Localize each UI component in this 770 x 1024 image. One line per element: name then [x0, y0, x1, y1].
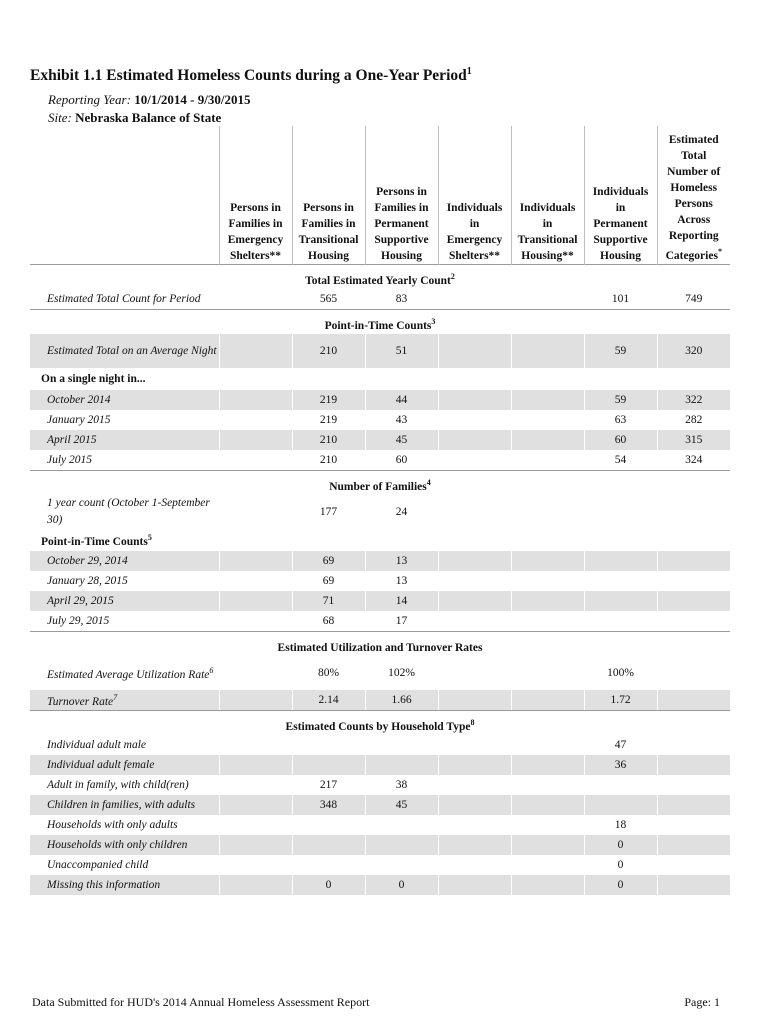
cell-value: 38 — [365, 775, 438, 795]
cell-value: 60 — [365, 450, 438, 471]
cell-value — [584, 775, 657, 795]
cell-value — [365, 815, 438, 835]
cell-value — [219, 495, 292, 529]
row-label — [30, 571, 219, 591]
row-label-text: April 2015 — [47, 434, 97, 446]
cell-value: 18 — [584, 815, 657, 835]
cell-value: 45 — [365, 430, 438, 450]
row-label — [30, 450, 219, 471]
cell-value: 47 — [584, 735, 657, 755]
cell-value — [657, 656, 730, 690]
cell-value: 69 — [292, 571, 365, 591]
cell-value: 0 — [584, 835, 657, 855]
cell-value — [438, 551, 511, 571]
cell-value: 59 — [584, 390, 657, 410]
row-label-text: July 2015 — [47, 454, 93, 466]
cell-value: 68 — [292, 611, 365, 632]
cell-value: 210 — [292, 450, 365, 471]
cell-value: 59 — [584, 334, 657, 368]
cell-value — [219, 735, 292, 755]
table-row — [30, 430, 730, 450]
table-row — [30, 410, 730, 430]
site-value: Nebraska Balance of State — [75, 110, 222, 125]
row-label-text: January 2015 — [47, 414, 111, 426]
table-row — [30, 835, 730, 855]
cell-value — [511, 430, 584, 450]
cell-value — [438, 495, 511, 529]
cell-value: 80% — [292, 656, 365, 690]
subheading-text: On a single night in... — [41, 373, 146, 385]
cell-value: 54 — [584, 450, 657, 471]
cell-value — [438, 755, 511, 775]
cell-value: 14 — [365, 591, 438, 611]
table-row — [30, 334, 730, 368]
cell-value — [584, 611, 657, 632]
cell-value: 219 — [292, 390, 365, 410]
title-footnote: 1 — [466, 66, 472, 77]
row-label-text: October 2014 — [47, 394, 111, 406]
cell-value — [438, 855, 511, 875]
cell-value — [219, 775, 292, 795]
cell-value: 102% — [365, 656, 438, 690]
cell-value — [657, 875, 730, 895]
cell-value: 101 — [584, 289, 657, 310]
cell-value: 100% — [584, 656, 657, 690]
cell-value — [438, 815, 511, 835]
cell-value — [511, 835, 584, 855]
row-label-text: Missing this information — [47, 879, 161, 891]
cell-value — [511, 334, 584, 368]
cell-value — [584, 571, 657, 591]
table-row — [30, 815, 730, 835]
section-household-type — [30, 711, 730, 736]
row-label-text: Children in families, with adults — [47, 799, 196, 811]
table-row — [30, 551, 730, 571]
table-row — [30, 656, 730, 690]
cell-value: 0 — [292, 875, 365, 895]
cell-value — [584, 495, 657, 529]
section-footnote: 3 — [431, 317, 436, 327]
cell-value — [438, 735, 511, 755]
cell-value — [584, 795, 657, 815]
cell-value: 315 — [657, 430, 730, 450]
section-title: Estimated Utilization and Turnover Rates — [277, 642, 483, 654]
cell-value — [219, 430, 292, 450]
row-label — [30, 495, 219, 529]
cell-value — [657, 571, 730, 591]
cell-value — [438, 430, 511, 450]
cell-value: 45 — [365, 795, 438, 815]
column-header-4: Individuals in Emergency Shelters** — [438, 126, 511, 265]
cell-value — [219, 755, 292, 775]
cell-value: 348 — [292, 795, 365, 815]
cell-value — [657, 495, 730, 529]
cell-value — [511, 571, 584, 591]
cell-value — [438, 795, 511, 815]
table-row — [30, 591, 730, 611]
cell-value: 210 — [292, 334, 365, 368]
column-header-row — [30, 126, 730, 265]
row-label — [30, 755, 219, 775]
row-label — [30, 410, 219, 430]
cell-value: 320 — [657, 334, 730, 368]
cell-value — [219, 875, 292, 895]
cell-value — [511, 775, 584, 795]
cell-value — [511, 410, 584, 430]
cell-value: 1.72 — [584, 690, 657, 711]
section-title: Total Estimated Yearly Count — [305, 275, 451, 287]
cell-value — [219, 795, 292, 815]
cell-value — [511, 289, 584, 310]
cell-value — [657, 755, 730, 775]
cell-value — [657, 735, 730, 755]
section-title: Point-in-Time Counts — [324, 320, 432, 332]
cell-value — [438, 835, 511, 855]
row-label-text: Adult in family, with child(ren) — [47, 779, 189, 791]
row-label — [30, 875, 219, 895]
cell-value — [365, 735, 438, 755]
row-label-text: Households with only children — [47, 839, 188, 851]
subheading-text: Point-in-Time Counts — [41, 535, 148, 548]
cell-value — [292, 755, 365, 775]
cell-value — [657, 611, 730, 632]
page-number: Page: 1 — [684, 995, 720, 1009]
cell-value — [438, 334, 511, 368]
cell-value — [657, 690, 730, 711]
cell-value: 282 — [657, 410, 730, 430]
cell-value — [511, 450, 584, 471]
cell-value — [365, 755, 438, 775]
row-label — [30, 390, 219, 410]
row-label-text: 1 year count (October 1-September 30) — [47, 497, 210, 526]
cell-value: 36 — [584, 755, 657, 775]
row-label — [30, 334, 219, 368]
cell-value — [292, 815, 365, 835]
cell-value — [657, 815, 730, 835]
cell-value — [511, 795, 584, 815]
cell-value — [511, 591, 584, 611]
row-label-text: Households with only adults — [47, 819, 178, 831]
cell-value: 0 — [584, 855, 657, 875]
cell-value — [657, 775, 730, 795]
cell-value — [438, 450, 511, 471]
page-title: Exhibit 1.1 Estimated Homeless Counts during a One-Year Period$^1$ — [30, 66, 472, 85]
cell-value — [438, 591, 511, 611]
column-header-2: Persons in Families in Transitional Housing — [292, 126, 365, 265]
cell-value: 24 — [365, 495, 438, 529]
cell-value — [292, 835, 365, 855]
cell-value — [219, 410, 292, 430]
cell-value — [219, 690, 292, 711]
cell-value — [511, 735, 584, 755]
row-label-text: April 29, 2015 — [47, 595, 114, 607]
homeless-counts-table — [30, 126, 730, 895]
section-title: Number of Families — [329, 481, 427, 493]
cell-value — [511, 690, 584, 711]
cell-value: 322 — [657, 390, 730, 410]
table-row — [30, 690, 730, 711]
reporting-year: Reporting Year: 10/1/2014 - 9/30/2015 — [48, 92, 251, 107]
row-label — [30, 591, 219, 611]
cell-value: 83 — [365, 289, 438, 310]
cell-value — [219, 450, 292, 471]
row-footnote: 7 — [113, 692, 118, 702]
cell-value: 13 — [365, 571, 438, 591]
cell-value — [438, 690, 511, 711]
column-header-7: Estimated Total Number of Homeless Persons Across Reporting Categories* — [657, 126, 730, 265]
cell-value — [365, 835, 438, 855]
cell-value — [657, 591, 730, 611]
cell-value: 71 — [292, 591, 365, 611]
section-yearly-count — [30, 265, 730, 290]
cell-value: 60 — [584, 430, 657, 450]
cell-value — [657, 855, 730, 875]
table-row — [30, 775, 730, 795]
column-header-1: Persons in Families in Emergency Shelters** — [219, 126, 292, 265]
cell-value: 217 — [292, 775, 365, 795]
table-row — [30, 495, 730, 529]
cell-value: 749 — [657, 289, 730, 310]
cell-value — [219, 390, 292, 410]
column-header-6: Individuals in Permanent Supportive Housing — [584, 126, 657, 265]
row-label-text: Unaccompanied child — [47, 859, 149, 871]
column-header-5: Individuals in Transitional Housing** — [511, 126, 584, 265]
column-footnote: * — [717, 247, 722, 257]
cell-value — [219, 815, 292, 835]
row-label — [30, 551, 219, 571]
cell-value — [657, 795, 730, 815]
cell-value — [219, 591, 292, 611]
cell-value — [657, 835, 730, 855]
cell-value — [219, 611, 292, 632]
table-row — [30, 289, 730, 310]
row-label — [30, 735, 219, 755]
cell-value — [219, 289, 292, 310]
cell-value — [511, 755, 584, 775]
cell-value — [219, 656, 292, 690]
cell-value — [511, 875, 584, 895]
cell-value — [657, 551, 730, 571]
cell-value — [438, 875, 511, 895]
section-number-of-families — [30, 471, 730, 496]
cell-value: 43 — [365, 410, 438, 430]
cell-value — [438, 410, 511, 430]
table-row — [30, 390, 730, 410]
cell-value: 2.14 — [292, 690, 365, 711]
subheading-footnote: 5 — [147, 532, 152, 542]
cell-value — [292, 855, 365, 875]
row-footnote: 6 — [209, 666, 214, 676]
cell-value — [511, 855, 584, 875]
cell-value: 177 — [292, 495, 365, 529]
subheading-family-pit — [30, 529, 730, 551]
cell-value — [438, 611, 511, 632]
row-label-text: Estimated Average Utilization Rate — [47, 668, 210, 681]
row-label-text: October 29, 2014 — [47, 555, 128, 567]
cell-value — [438, 390, 511, 410]
section-title: Estimated Counts by Household Type — [285, 721, 471, 733]
cell-value — [219, 571, 292, 591]
cell-value — [438, 775, 511, 795]
row-label-text: Individual adult female — [47, 759, 155, 771]
cell-value — [219, 334, 292, 368]
cell-value: 51 — [365, 334, 438, 368]
row-label — [30, 835, 219, 855]
cell-value — [584, 551, 657, 571]
cell-value — [219, 551, 292, 571]
cell-value: 0 — [584, 875, 657, 895]
cell-value: 63 — [584, 410, 657, 430]
table-row — [30, 571, 730, 591]
row-label-text: Estimated Total on an Average Night — [47, 344, 217, 357]
row-label — [30, 815, 219, 835]
cell-value — [511, 390, 584, 410]
row-label-text: January 28, 2015 — [47, 575, 128, 587]
cell-value — [511, 495, 584, 529]
cell-value — [292, 735, 365, 755]
cell-value: 13 — [365, 551, 438, 571]
cell-value: 219 — [292, 410, 365, 430]
section-footnote: 4 — [426, 478, 431, 488]
label-column-header — [30, 126, 219, 265]
cell-value — [511, 815, 584, 835]
cell-value: 0 — [365, 875, 438, 895]
section-point-in-time — [30, 310, 730, 335]
section-utilization-rates — [30, 632, 730, 657]
site: Site: Nebraska Balance of State — [48, 110, 222, 125]
row-label-text: July 29, 2015 — [47, 615, 110, 627]
cell-value — [511, 551, 584, 571]
table-row — [30, 611, 730, 632]
cell-value — [584, 591, 657, 611]
column-header-3: Persons in Families in Permanent Supportive Housing — [365, 126, 438, 265]
cell-value — [365, 855, 438, 875]
row-label-text: Individual adult male — [47, 739, 147, 751]
cell-value: 324 — [657, 450, 730, 471]
table-row — [30, 875, 730, 895]
cell-value — [438, 656, 511, 690]
cell-value — [511, 656, 584, 690]
table-row — [30, 755, 730, 775]
cell-value: 210 — [292, 430, 365, 450]
section-footnote: 8 — [470, 718, 475, 728]
row-label — [30, 611, 219, 632]
cell-value: 44 — [365, 390, 438, 410]
subheading-single-night — [30, 368, 730, 390]
table-row — [30, 795, 730, 815]
cell-value — [438, 289, 511, 310]
cell-value — [219, 855, 292, 875]
cell-value: 69 — [292, 551, 365, 571]
cell-value: 565 — [292, 289, 365, 310]
row-label — [30, 289, 219, 310]
cell-value — [438, 571, 511, 591]
row-label — [30, 795, 219, 815]
table-row — [30, 735, 730, 755]
section-footnote: 2 — [450, 272, 455, 282]
row-label — [30, 775, 219, 795]
reporting-year-value: 10/1/2014 - 9/30/2015 — [134, 92, 251, 107]
row-label — [30, 855, 219, 875]
cell-value — [511, 611, 584, 632]
cell-value — [219, 835, 292, 855]
row-label — [30, 430, 219, 450]
cell-value: 17 — [365, 611, 438, 632]
table-row — [30, 855, 730, 875]
row-label-text: Estimated Total Count for Period — [47, 293, 201, 305]
footer-source: Data Submitted for HUD's 2014 Annual Homeless Assessment Report — [32, 995, 370, 1009]
row-label — [30, 656, 219, 690]
row-label-text: Turnover Rate — [47, 695, 114, 708]
cell-value: 1.66 — [365, 690, 438, 711]
row-label — [30, 690, 219, 711]
table-row — [30, 450, 730, 471]
